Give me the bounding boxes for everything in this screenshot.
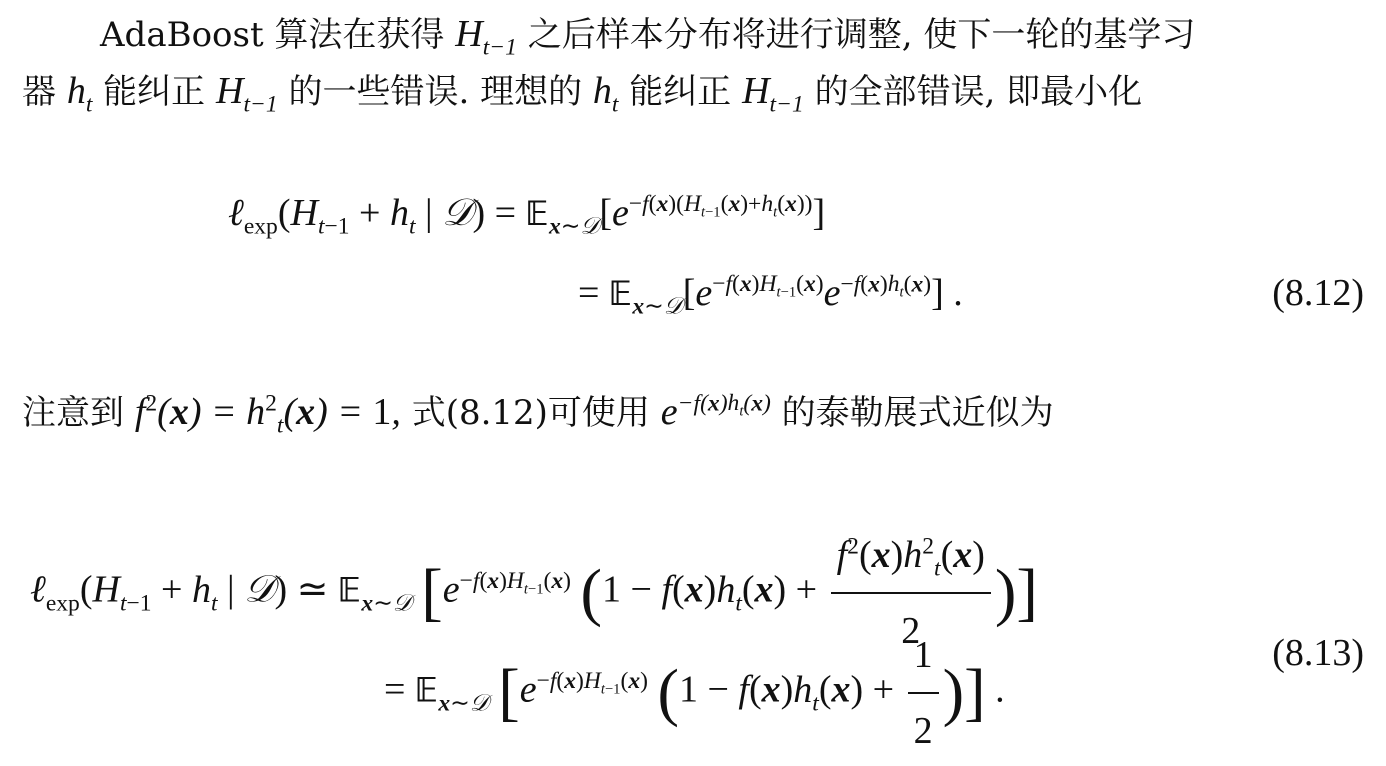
equation-8-13-line1: $\ell_{exp}(H_{t-1} + h_t$ | 𝒟) ≃ 𝔼$_{x\sim 𝒟}$ [$e^{-f(x)H_{t-1}(x)}$ ($1 - f(x)h_t(x)$ + $\frac{f^2(x)h^2_t(x)}{2}$ )] [30, 520, 1038, 666]
text-segment: 之后样本分布将进行调整, 使下一轮的基学习 [527, 15, 1196, 55]
text-segment: 的泰勒展式近似为 [781, 393, 1054, 433]
text-segment: 注意到 [22, 393, 124, 433]
equation-number: (8.13) [1272, 632, 1364, 674]
paragraph-taylor: 注意到 $f^2(x) = h^2_t(x) = 1$, 式(8.12)可使用 $e^{-f(x)h_t(x)}$ 的泰勒展式近似为 [22, 390, 1054, 439]
text-segment: 的全部错误, 即最小化 [814, 72, 1143, 112]
equation-number: (8.12) [1272, 272, 1364, 314]
paragraph-intro: AdaBoost 算法在获得 $H_{t-1}$ 之后样本分布将进行调整, 使下一轮的基学习 器 $h_t$ 能纠正 $H_{t-1}$ 的一些错误. 理想的 $h_t$ 能纠正 $H_{t-1}$ 的全部错误, 即最小化 [22, 13, 1196, 118]
text-segment: 的一些错误. 理想的 [288, 72, 583, 112]
equation-8-12-line2: = $𝔼_{x\sim 𝒟}[e^{-f(x)H_{t-1}(x)}e^{-f(x)h_t(x)}]$ . [578, 271, 963, 320]
equation-8-13-line2: = 𝔼$_{x\sim 𝒟}$ [$e^{-f(x)H_{t-1}(x)}$ ($1 - f(x)h_t(x)$ + $\frac{1}{2}$ )] . [384, 620, 1005, 766]
text-segment: 式(8.12)可使用 [411, 393, 650, 433]
text-segment: 能纠正 [103, 72, 206, 112]
equation-8-12-line1: $\ell_{exp}(H_{t-1} + h_t$ | 𝒟) = $𝔼_{x\sim 𝒟}[e^{-f(x)(H_{t-1}(x)+h_t(x))}]$ [228, 191, 826, 240]
text-segment: AdaBoost 算法在获得 [100, 15, 445, 55]
text-segment: 能纠正 [629, 72, 732, 112]
text-segment: 器 [22, 72, 56, 112]
